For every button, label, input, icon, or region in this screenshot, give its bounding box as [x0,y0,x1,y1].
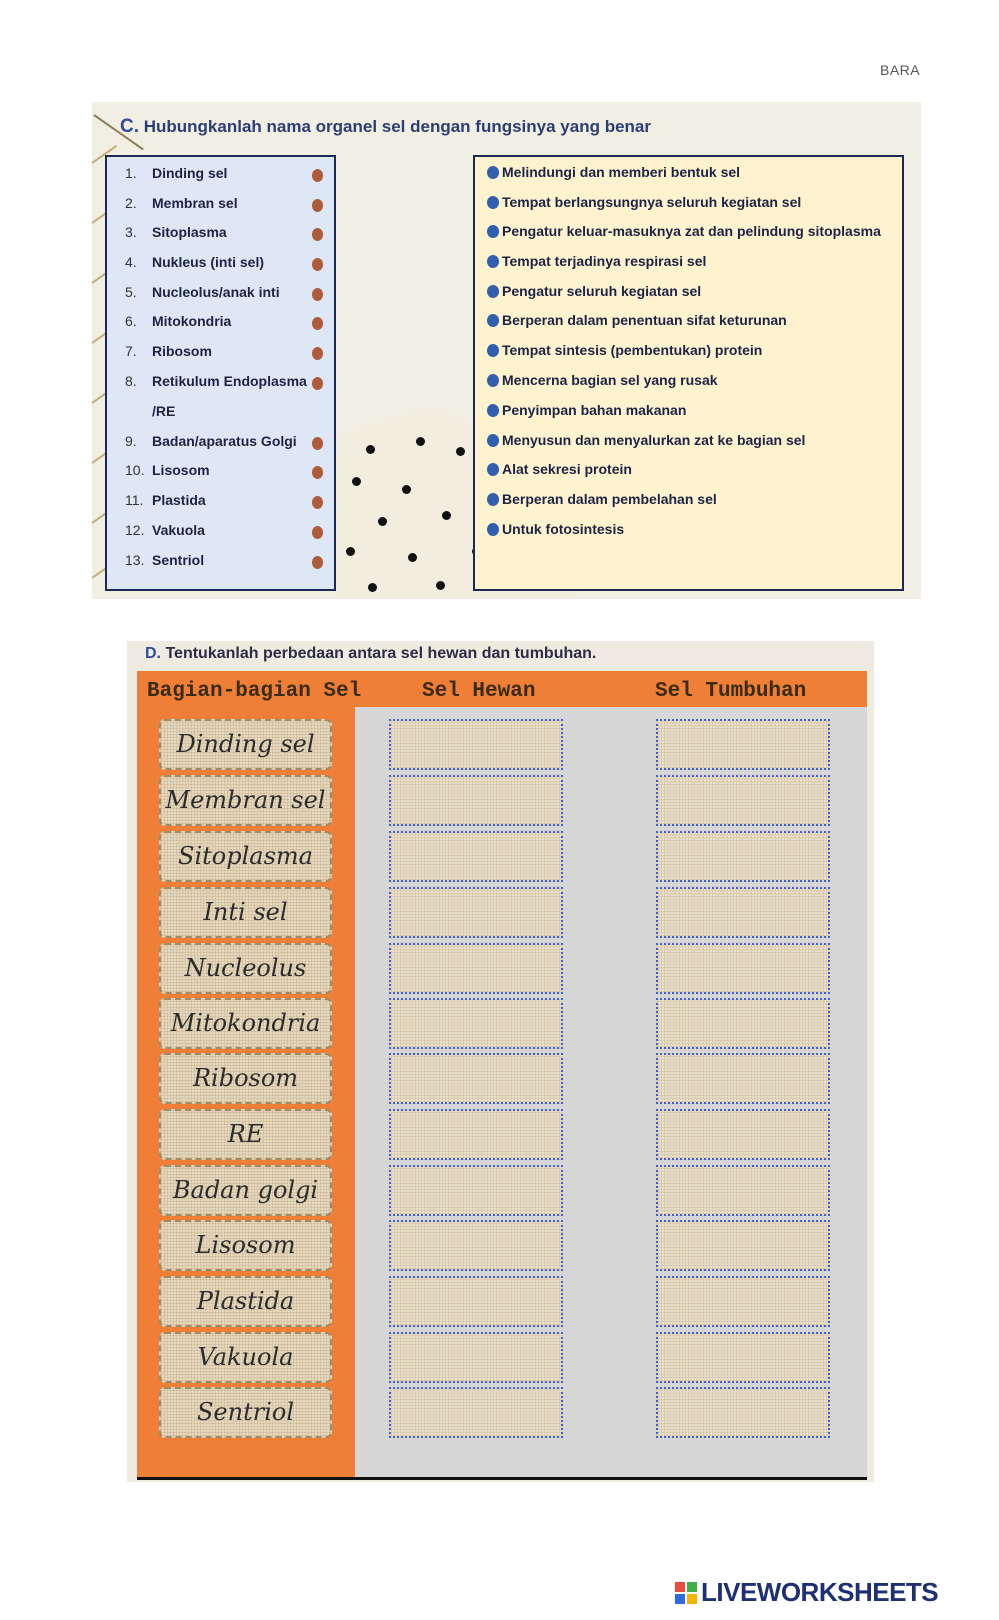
match-dot[interactable] [487,314,499,327]
match-dot[interactable] [312,496,323,509]
answer-box-animal[interactable] [389,1332,563,1383]
function-item: Tempat terjadinya respirasi sel [487,253,706,283]
match-dot[interactable] [487,523,499,536]
organelle-item: 4. Nukleus (inti sel) [107,248,338,278]
cell-part-label: Inti sel [159,887,332,938]
organelle-item: 6. Mitokondria [107,307,338,337]
liveworksheets-logo-icon [675,1582,697,1604]
table-header [137,677,867,707]
function-item: Pengatur seluruh kegiatan sel [487,283,701,313]
cell-part-label: Membran sel [159,775,332,826]
worksheet-owner: BARA [880,62,921,78]
match-dot[interactable] [312,437,323,450]
cell-part-label: Vakuola [159,1332,332,1383]
organelle-item-continuation: /RE [152,403,176,419]
answer-box-plant[interactable] [656,1332,830,1383]
answer-box-plant[interactable] [656,831,830,882]
answer-box-animal[interactable] [389,1165,563,1216]
answer-box-plant[interactable] [656,943,830,994]
answer-box-animal[interactable] [389,1053,563,1104]
answer-box-plant[interactable] [656,1276,830,1327]
answer-box-plant[interactable] [656,998,830,1049]
answer-box-animal[interactable] [389,887,563,938]
answer-box-animal[interactable] [389,1220,563,1271]
column-header-parts: Bagian-bagian Sel [147,680,362,703]
match-dot[interactable] [487,493,499,506]
answer-box-animal[interactable] [389,1387,563,1438]
answer-box-plant[interactable] [656,1220,830,1271]
organelle-item: 10. Lisosom [107,456,338,486]
match-dot[interactable] [312,228,323,241]
match-dot[interactable] [312,556,323,569]
answer-box-animal[interactable] [389,998,563,1049]
answer-box-plant[interactable] [656,1053,830,1104]
match-dot[interactable] [312,377,323,390]
match-dot[interactable] [312,199,323,212]
organelle-list [105,155,336,591]
function-item: Melindungi dan memberi bentuk sel [487,164,740,194]
function-item: Penyimpan bahan makanan [487,402,686,432]
cell-part-label: Plastida [159,1276,332,1327]
answer-box-plant[interactable] [656,1165,830,1216]
answer-box-animal[interactable] [389,1276,563,1327]
cell-part-label: Sitoplasma [159,831,332,882]
match-dot[interactable] [312,526,323,539]
function-item: Mencerna bagian sel yang rusak [487,372,718,402]
match-dot[interactable] [312,466,323,479]
cell-part-label: Lisosom [159,1220,332,1271]
cell-part-label: Mitokondria [159,998,332,1049]
organelle-item: 8. Retikulum Endoplasma [107,367,338,397]
organelle-item: 5. Nucleolus/anak inti [107,278,338,308]
function-item: Menyusun dan menyalurkan zat ke bagian sel [487,432,805,462]
organelle-item: 3. Sitoplasma [107,218,338,248]
answer-box-plant[interactable] [656,775,830,826]
organelle-item: 2. Membran sel [107,189,338,219]
cell-part-label: Badan golgi [159,1165,332,1216]
match-dot[interactable] [487,404,499,417]
match-dot[interactable] [312,317,323,330]
section-c-matching [92,102,921,599]
cell-part-label: Nucleolus [159,943,332,994]
match-dot[interactable] [487,285,499,298]
match-dot[interactable] [312,347,323,360]
answer-box-animal[interactable] [389,831,563,882]
cell-part-label: Dinding sel [159,719,332,770]
section-d-title: D. Tentukanlah perbedaan antara sel hewan dan tumbuhan. [145,645,597,662]
match-dot[interactable] [487,374,499,387]
section-d-table [127,641,874,1482]
answer-box-plant[interactable] [656,887,830,938]
answer-box-animal[interactable] [389,1109,563,1160]
cell-part-label: Ribosom [159,1053,332,1104]
answer-box-animal[interactable] [389,719,563,770]
organelle-item: 11. Plastida [107,486,338,516]
organelle-item: 13. Sentriol [107,546,338,576]
match-dot[interactable] [312,258,323,271]
cell-part-label: Sentriol [159,1387,332,1438]
function-item: Berperan dalam pembelahan sel [487,491,717,521]
section-c-title: C. Hubungkanlah nama organel sel dengan fungsinya yang benar [120,116,651,137]
brand-name: LIVEWORKSHEETS [701,1577,939,1607]
match-dot[interactable] [487,463,499,476]
function-item: Tempat sintesis (pembentukan) protein [487,342,762,372]
match-dot[interactable] [487,166,499,179]
table-bottom-border [137,1477,867,1480]
column-header-animal: Sel Hewan [422,680,536,703]
function-item: Pengatur keluar-masuknya zat dan pelindung sitoplasma [487,223,881,253]
answer-box-plant[interactable] [656,1109,830,1160]
comparison-table [137,671,867,1477]
answer-box-animal[interactable] [389,775,563,826]
answer-box-animal[interactable] [389,943,563,994]
match-dot[interactable] [487,196,499,209]
function-item: Untuk fotosintesis [487,521,624,551]
organelle-item: 1. Dinding sel [107,159,338,189]
function-list [473,155,904,591]
organelle-item: 7. Ribosom [107,337,338,367]
answer-box-plant[interactable] [656,1387,830,1438]
match-dot[interactable] [312,288,323,301]
match-dot[interactable] [312,169,323,182]
match-dot[interactable] [487,344,499,357]
column-header-plant: Sel Tumbuhan [655,680,807,703]
match-dot[interactable] [487,255,499,268]
organelle-item: 12. Vakuola [107,516,338,546]
function-item: Alat sekresi protein [487,461,632,491]
function-item: Tempat berlangsungnya seluruh kegiatan sel [487,194,801,224]
match-dot[interactable] [487,225,499,238]
cell-part-label: RE [159,1109,332,1160]
function-item: Berperan dalam penentuan sifat keturunan [487,312,787,342]
answer-box-plant[interactable] [656,719,830,770]
match-dot[interactable] [487,434,499,447]
organelle-item: 9. Badan/aparatus Golgi [107,427,338,457]
